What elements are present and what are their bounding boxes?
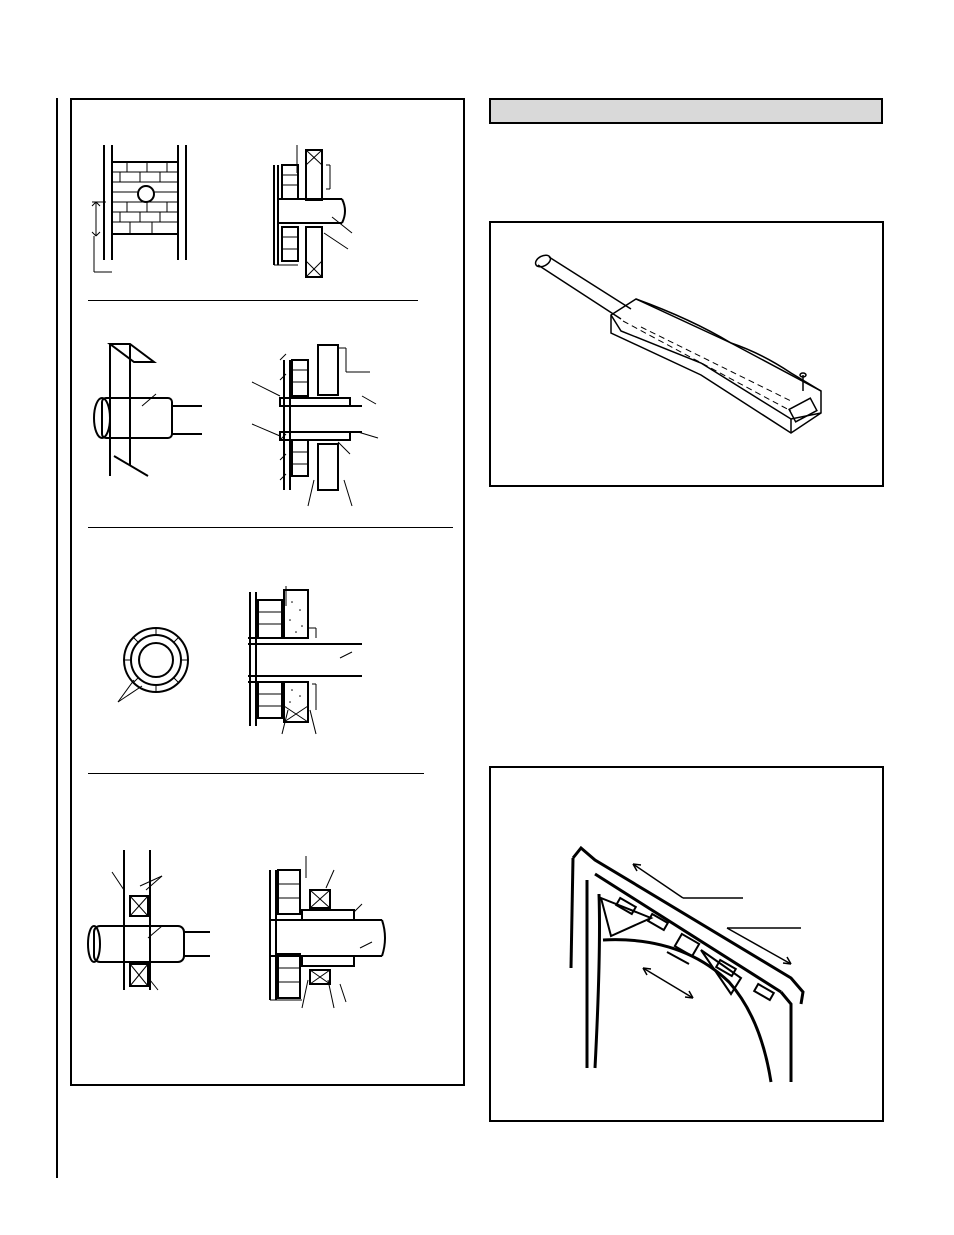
wall-pass-through-figure	[70, 98, 465, 1086]
row-divider	[88, 300, 418, 301]
brick-wall-front-view	[82, 140, 192, 275]
door-frame-figure	[489, 766, 884, 1122]
thimble-wall-section	[252, 340, 382, 515]
door-frame-illustration	[491, 768, 882, 1120]
page-margin-rule	[56, 98, 58, 1178]
handle-tool-illustration	[491, 223, 882, 485]
handle-tool-figure	[489, 221, 884, 487]
ventilated-thimble-perspective	[84, 850, 214, 1000]
thimble-pipe-perspective	[84, 336, 214, 486]
brick-wall-section-view	[262, 145, 377, 280]
row-divider	[88, 527, 453, 528]
insulated-thimble-section	[242, 586, 382, 736]
section-header-bar	[489, 98, 883, 124]
ventilated-thimble-section	[262, 852, 392, 1012]
thimble-end-view	[112, 620, 202, 710]
row-divider	[88, 773, 424, 774]
